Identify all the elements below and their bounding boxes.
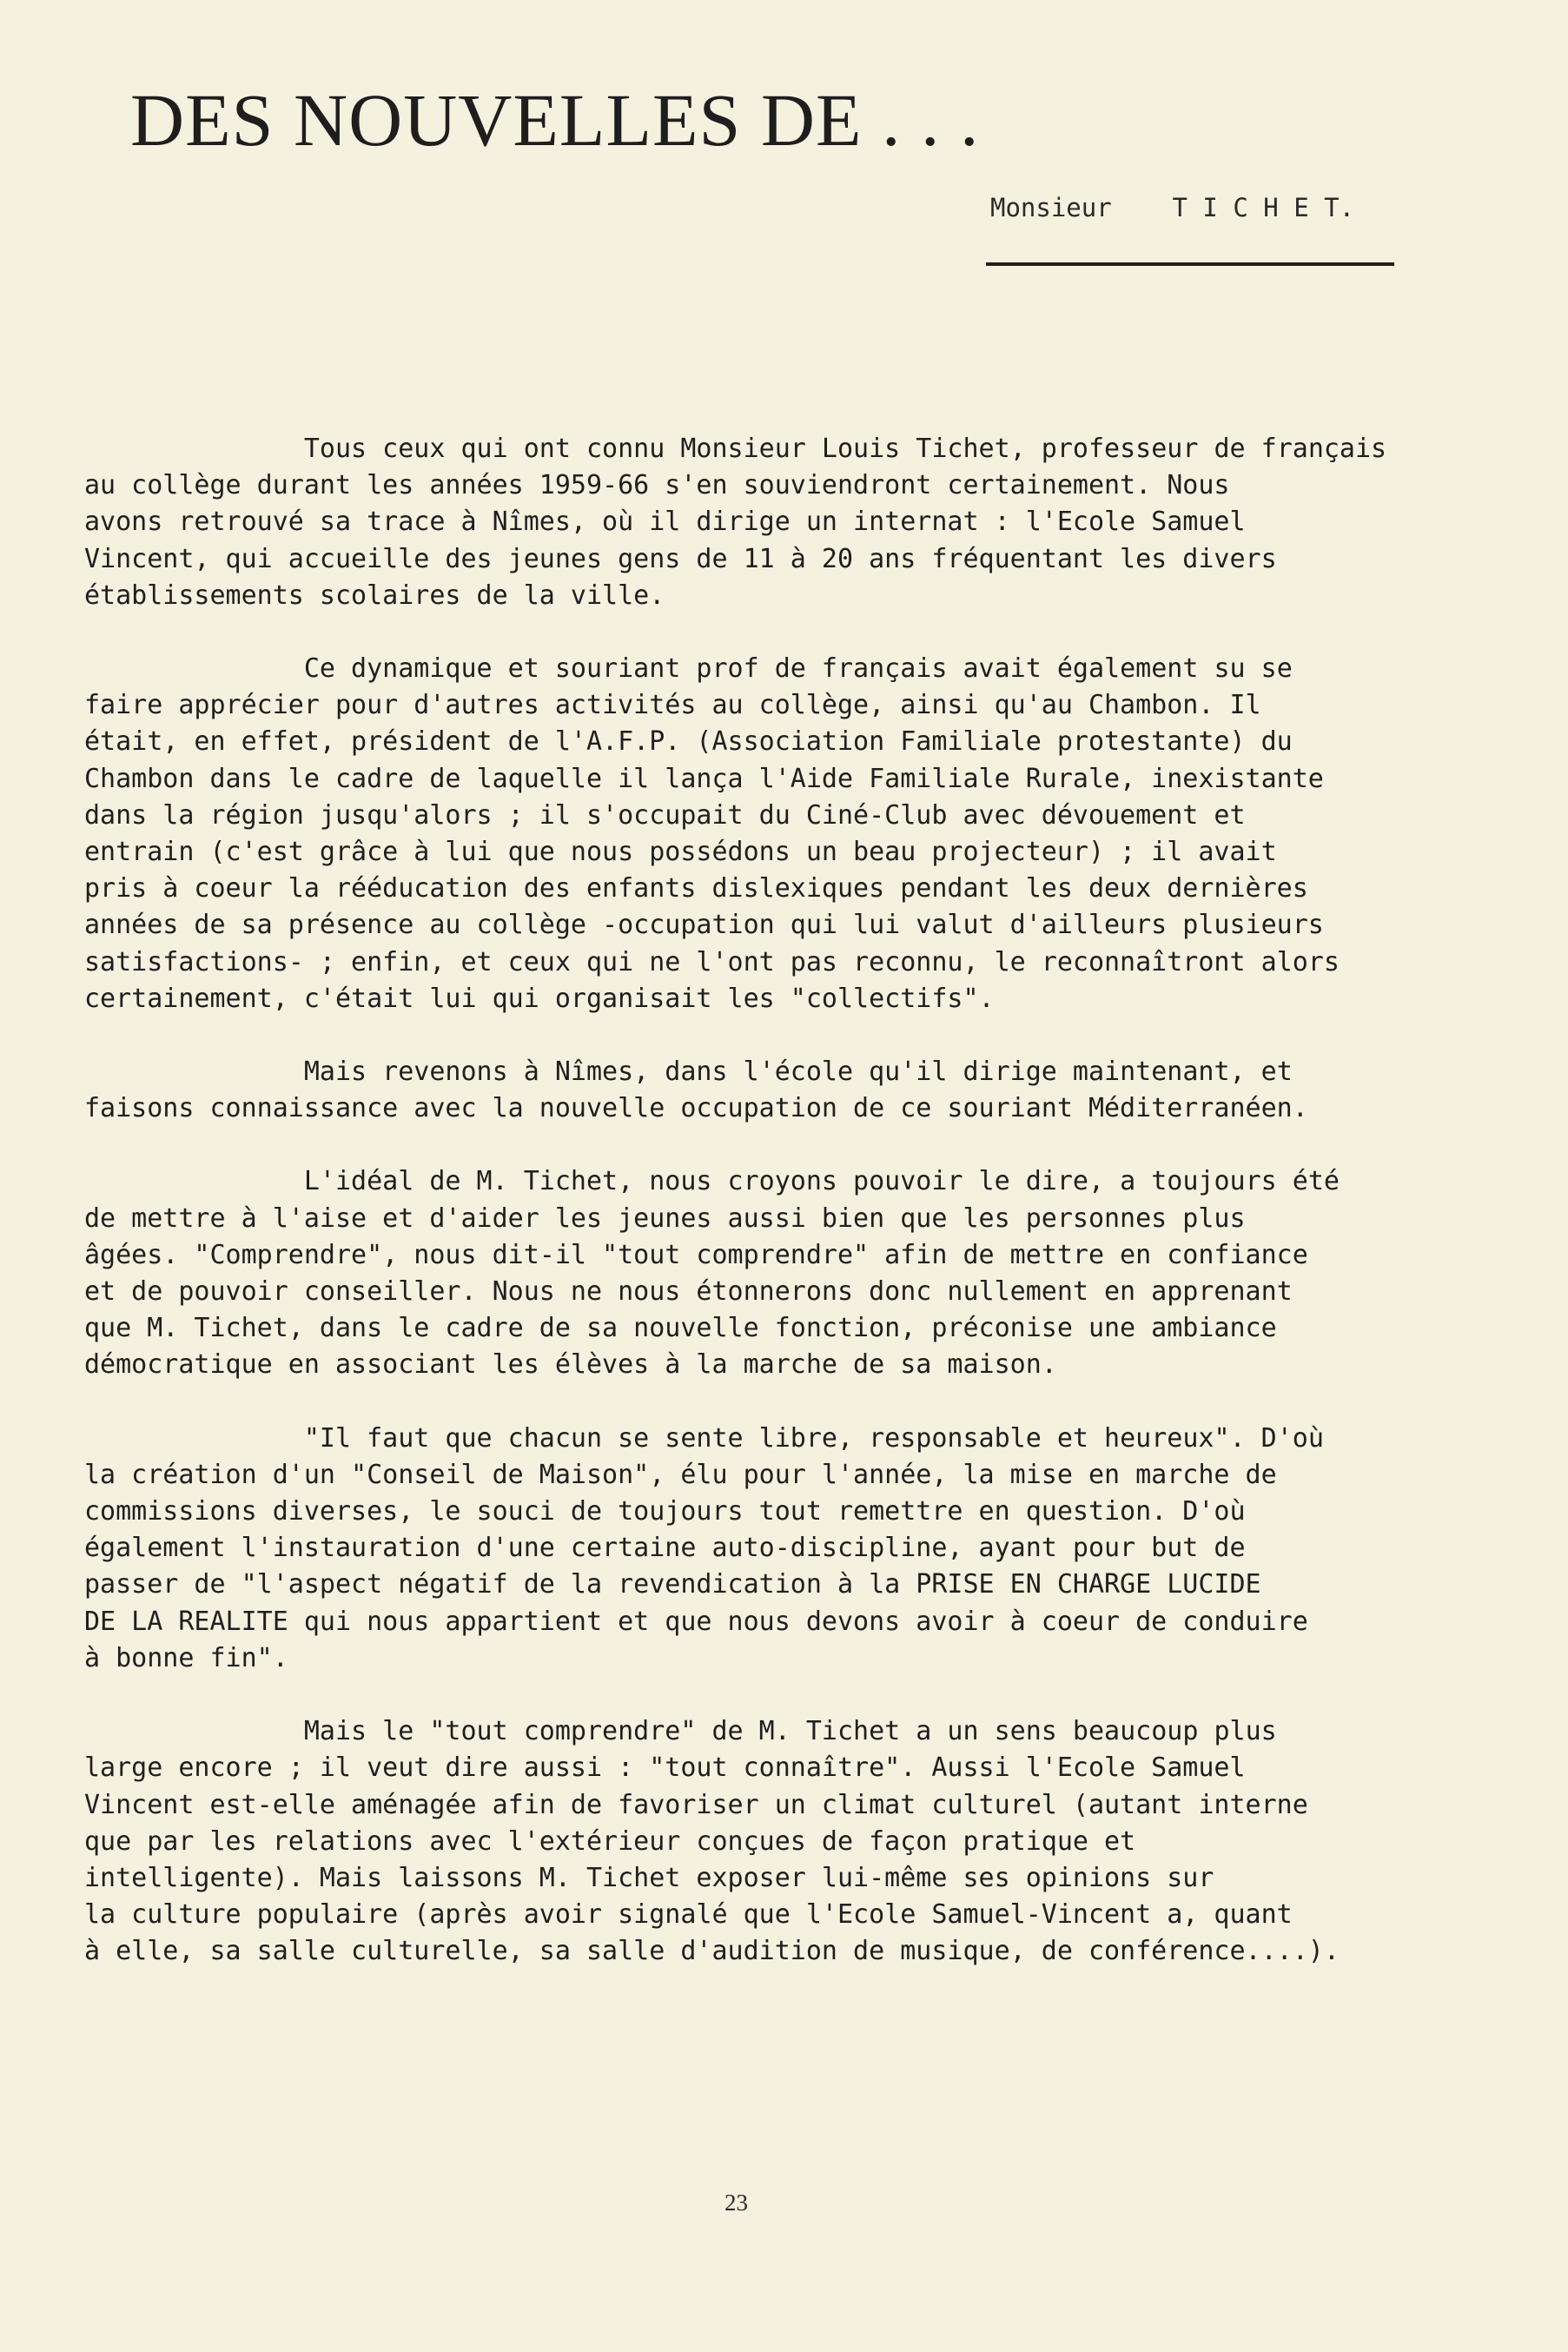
paragraph-5: "Il faut que chacun se sente libre, responsable et heureux". D'où la création d'un "Conseil de Maison", élu pour l'année, la mise en marche de commissions diverses, le souci de toujours tout remettre en question. D'où également l'instauration d'une certaine auto-discipline, ayant pour but de passer de "l'aspect négatif de la revendication à la PRISE EN CHARGE LUCIDE DE LA REALITE qui nous appartient et que nous devons avoir à coeur de conduire à bonne fin".: [84, 1422, 1324, 1673]
paragraph-1: Tous ceux qui ont connu Monsieur Louis Tichet, professeur de français au collège durant les années 1959-66 s'en souviendront certainement. Nous avons retrouvé sa trace à Nîmes, où il dirige un internat : l'Ecole Samuel Vincent, qui accueille des jeunes gens de 11 à 20 ans fréquentant les divers établissements scolaires de la ville.: [84, 434, 1387, 611]
article-body: [84, 431, 1492, 2007]
paragraph-4: L'idéal de M. Tichet, nous croyons pouvoir le dire, a toujours été de mettre à l'aise et d'aider les jeunes aussi bien que les personnes plus âgées. "Comprendre", nous dit-il "tout comprendre" afin de mettre en confiance et de pouvoir conseiller. Nous ne nous étonnerons donc nullement en apprenant que M. Tichet, dans le cadre de sa nouvelle fonction, préconise une ambiance démocratique en associant les élèves à la marche de sa maison.: [84, 1166, 1340, 1381]
paragraph-2: Ce dynamique et souriant prof de français avait également su se faire apprécier pour d'autres activités au collège, ainsi qu'au Chambon. Il était, en effet, président de l'A.F.P. (Association Familiale protestante) du Chambon dans le cadre de laquelle il lança l'Aide Familiale Rurale, inexistante dans la région jusqu'alors ; il s'occupait du Ciné-Club avec dévouement et entrain (c'est grâce à lui que nous possédons un beau projecteur) ; il avait pris à coeur la rééducation des enfants dislexiques pendant les deux dernières années de sa présence au collège -occupation qui lui valut d'ailleurs plusieurs satisfactions- ; enfin, et ceux qui ne l'ont pas reconnu, le reconnaîtront alors certainement, c'était lui qui organisait les "collectifs".: [84, 653, 1340, 1014]
byline-underline: [986, 262, 1394, 266]
paragraph-3: Mais revenons à Nîmes, dans l'école qu'il dirige maintenant, et faisons connaissance avec la nouvelle occupation de ce souriant Méditerranéen.: [84, 1057, 1308, 1124]
page-title: DES NOUVELLES DE . . .: [130, 78, 980, 162]
page-number: 23: [724, 2190, 748, 2216]
paragraph-6: Mais le "tout comprendre" de M. Tichet a un sens beaucoup plus large encore ; il veut dire aussi : "tout connaître". Aussi l'Ecole Samuel Vincent est-elle aménagée afin de favoriser un climat culturel (autant interne que par les relations avec l'extérieur conçues de façon pratique et intelligente). Mais laissons M. Tichet exposer lui-même ses opinions sur la culture populaire (après avoir signalé que l'Ecole Samuel-Vincent a, quant à elle, sa salle culturelle, sa salle d'audition de musique, de conférence....).: [84, 1716, 1340, 1967]
author-byline: Monsieur T I C H E T.: [990, 193, 1355, 222]
